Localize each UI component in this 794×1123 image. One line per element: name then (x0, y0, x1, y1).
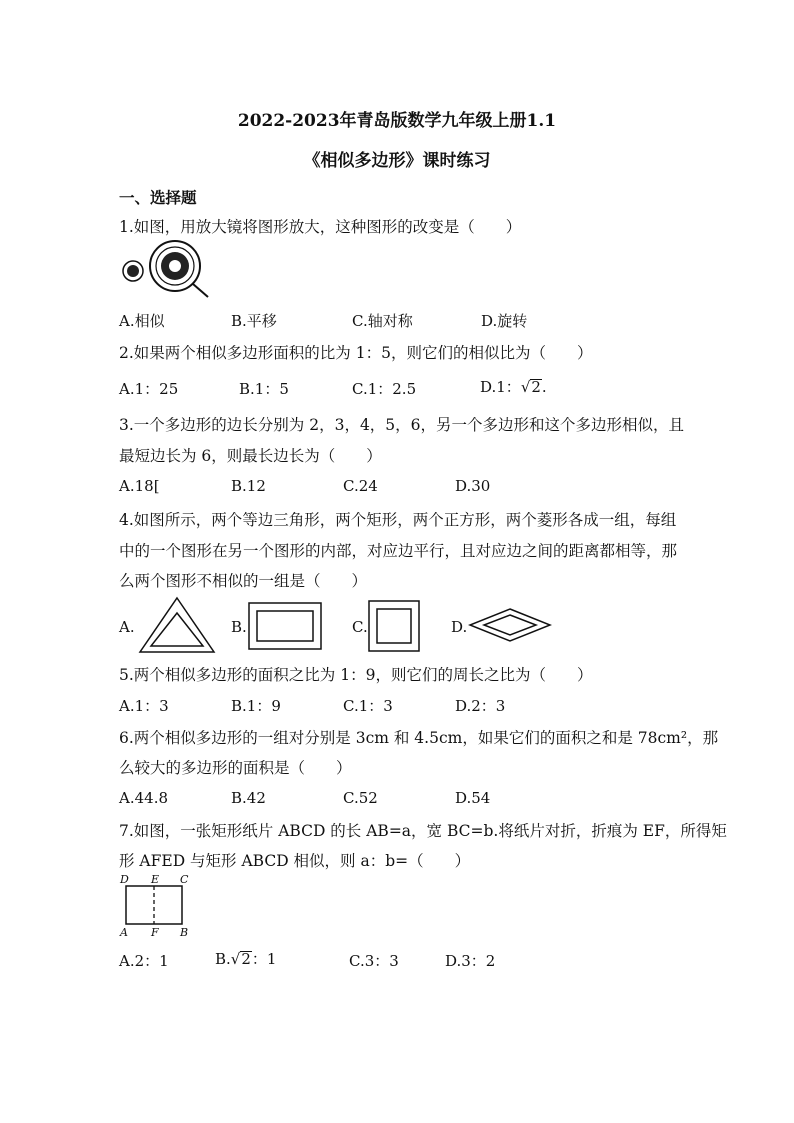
q6-option-c[interactable]: C.52 (343, 789, 378, 807)
q2-option-c[interactable]: C.1：2.5 (352, 380, 417, 398)
q2-option-d-prefix: D.1： (480, 378, 521, 396)
q5-option-b[interactable]: B.1：9 (231, 697, 281, 715)
q2-option-a[interactable]: A.1：25 (119, 380, 179, 398)
inner-rhombus (484, 615, 536, 635)
title-line-2: 《相似多边形》课时练习 (303, 151, 491, 171)
q7-option-b[interactable] (215, 948, 276, 969)
q3-option-b[interactable]: B.12 (231, 477, 266, 495)
q1-option-c[interactable]: C.轴对称 (352, 312, 413, 330)
outer-rectangle (249, 603, 321, 649)
rectangle-abcd (126, 886, 182, 924)
title-line-1: 2022-2023年青岛版数学九年级上册1.1 (237, 111, 557, 131)
q7-option-a[interactable]: A.2：1 (119, 952, 169, 970)
label-d: D (120, 873, 129, 886)
question-7-line-2: 形 AFED 与矩形 ABCD 相似，则 a：b=（ ） (119, 852, 471, 870)
q3-option-d[interactable]: D.30 (455, 477, 491, 495)
inner-rectangle (257, 611, 313, 641)
question-4-line-3: 么两个图形不相似的一组是（ ） (119, 572, 368, 590)
magnifier-figure (118, 240, 214, 300)
question-1: 1.如图，用放大镜将图形放大，这种图形的改变是（ ） (119, 218, 522, 236)
outer-triangle (140, 598, 214, 652)
question-2: 2.如果两个相似多边形面积的比为 1：5，则它们的相似比为（ ） (119, 344, 593, 362)
section-heading: 一、选择题 (119, 188, 197, 207)
label-c: C (180, 873, 189, 886)
label-e: E (151, 873, 160, 886)
q5-option-a[interactable]: A.1：3 (119, 697, 169, 715)
question-5: 5.两个相似多边形的面积之比为 1：9，则它们的周长之比为（ ） (119, 666, 593, 684)
q3-option-a[interactable]: A.18[ (119, 477, 160, 495)
q6-option-d[interactable]: D.54 (455, 789, 491, 807)
label-f: F (151, 926, 159, 939)
q2-option-b[interactable]: B.1：5 (239, 380, 289, 398)
question-3-line-1: 3.一个多边形的边长分别为 2，3，4，5，6，另一个多边形和这个多边形相似，且 (119, 416, 685, 434)
q6-option-b[interactable]: B.42 (231, 789, 266, 807)
question-3-line-2: 最短边长为 6，则最长边长为（ ） (119, 447, 382, 465)
q1-option-a[interactable]: A.相似 (119, 312, 165, 330)
sqrt-radicand: 2 (241, 950, 251, 968)
q4-option-d-label[interactable]: D. (451, 618, 468, 636)
question-4-line-1: 4.如图所示，两个等边三角形，两个矩形，两个正方形，两个菱形各成一组，每组 (119, 511, 677, 529)
q2-option-d[interactable] (480, 376, 547, 397)
nested-triangles-figure (138, 596, 218, 656)
q7-option-d[interactable]: D.3：2 (445, 952, 496, 970)
q5-option-c[interactable]: C.1：3 (343, 697, 393, 715)
question-4-line-2: 中的一个图形在另一个图形的内部，对应边平行，且对应边之间的距离都相等，那 (119, 542, 678, 560)
sqrt-radicand: 2 (531, 378, 541, 396)
q7-option-c[interactable]: C.3：3 (349, 952, 399, 970)
inner-square (377, 609, 411, 643)
label-a: A (120, 926, 128, 939)
question-6-line-2: 么较大的多边形的面积是（ ） (119, 759, 352, 777)
q4-option-b-label[interactable]: B. (231, 618, 247, 636)
nested-squares-figure (368, 600, 420, 652)
small-emblem-core (127, 265, 139, 277)
sqrt-sign: √2 (520, 378, 541, 396)
nested-rhombi-figure (468, 608, 552, 642)
q7-option-b-suffix: ：1 (251, 950, 277, 968)
q1-option-b[interactable]: B.平移 (231, 312, 277, 330)
q6-option-a[interactable]: A.44.8 (119, 789, 168, 807)
q4-option-a-label[interactable]: A. (119, 618, 135, 636)
q7-option-b-prefix: B. (215, 950, 231, 968)
q1-option-d[interactable]: D.旋转 (481, 312, 528, 330)
nested-rectangles-figure (248, 602, 322, 650)
label-b: B (180, 926, 189, 939)
q5-option-d[interactable]: D.2：3 (455, 697, 506, 715)
sqrt-sign: √2 (230, 950, 251, 968)
q4-option-c-label[interactable]: C. (352, 618, 368, 636)
question-7-line-1: 7.如图，一张矩形纸片 ABCD 的长 AB=a，宽 BC=b.将纸片对折，折痕为 EF，所得矩 (119, 822, 727, 840)
magnifier-handle (193, 284, 208, 297)
inner-triangle (151, 613, 203, 646)
question-6-line-1: 6.两个相似多边形的一组对分别是 3cm 和 4.5cm，如果它们的面积之和是 78cm²，那 (119, 729, 719, 747)
emblem-flower (169, 260, 181, 272)
q2-option-d-suffix: . (541, 378, 547, 396)
q3-option-c[interactable]: C.24 (343, 477, 378, 495)
